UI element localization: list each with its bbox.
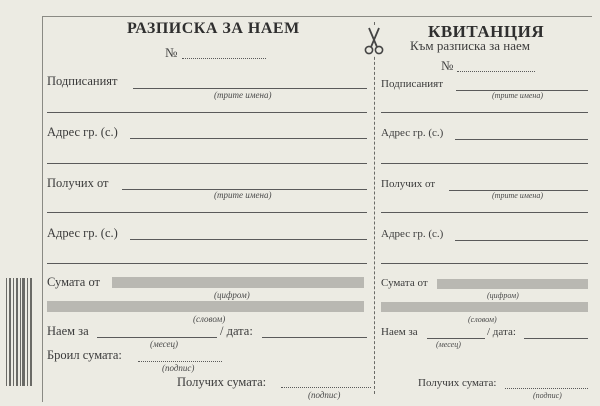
right-signed-field-2[interactable]	[381, 112, 588, 113]
right-words-caption: (словом)	[468, 315, 497, 324]
right-title: КВИТАНЦИЯ	[428, 22, 545, 41]
cut-line	[374, 22, 375, 394]
right-address-field-1b[interactable]	[381, 163, 588, 164]
left-month-caption: (месец)	[150, 339, 178, 349]
right-digits-caption: (цифром)	[487, 291, 519, 300]
left-received-signature-field[interactable]	[281, 387, 371, 388]
left-date-label: / дата:	[220, 324, 253, 338]
left-sum-words-field[interactable]	[47, 301, 364, 312]
left-rent-month-field[interactable]	[97, 337, 217, 338]
scissors-icon	[362, 26, 386, 56]
left-number-label: №	[165, 45, 178, 60]
left-received-from-label: Получих от	[47, 176, 109, 190]
right-sum-label: Сумата от	[381, 277, 428, 289]
left-signed-field[interactable]	[133, 88, 367, 89]
left-digits-caption: (цифром)	[214, 290, 250, 300]
right-address-label-2: Адрес гр. (с.)	[381, 228, 444, 240]
left-address-field-2b[interactable]	[47, 263, 367, 264]
right-date-label: / дата:	[487, 326, 516, 338]
left-address-label-2: Адрес гр. (с.)	[47, 226, 118, 240]
right-sum-digits-field[interactable]	[437, 279, 588, 289]
right-rent-month-field[interactable]	[427, 338, 485, 339]
left-names-caption-1: (трите имена)	[214, 90, 272, 100]
right-address-field-2[interactable]	[455, 240, 588, 241]
left-signature-caption-1: (подпис)	[162, 363, 195, 373]
right-address-field-1[interactable]	[455, 139, 588, 140]
left-address-field-2[interactable]	[130, 239, 367, 240]
left-address-field-1[interactable]	[130, 138, 367, 139]
left-address-label-1: Адрес гр. (с.)	[47, 125, 118, 139]
right-signed-label: Подписаният	[381, 78, 444, 90]
left-signed-field-2[interactable]	[47, 112, 367, 113]
right-received-sum-label: Получих сумата:	[418, 377, 497, 389]
barcode	[4, 278, 34, 386]
right-subtitle: Към разписка за наем	[410, 38, 530, 53]
right-address-label-1: Адрес гр. (с.)	[381, 127, 444, 139]
left-names-caption-2: (трите имена)	[214, 190, 272, 200]
left-number-field[interactable]	[182, 58, 266, 59]
left-received-sum-label: Получих сумата:	[177, 375, 267, 389]
left-date-field[interactable]	[262, 337, 367, 338]
right-names-caption-1: (трите имена)	[492, 91, 544, 100]
right-received-from-label: Получих от	[381, 178, 436, 190]
right-number-label: №	[441, 58, 454, 73]
right-received-from-field-2[interactable]	[381, 212, 588, 213]
left-sum-label: Сумата от	[47, 275, 100, 289]
right-signature-caption: (подпис)	[533, 391, 562, 400]
right-number-field[interactable]	[457, 71, 535, 72]
left-title: РАЗПИСКА ЗА НАЕМ	[127, 20, 300, 37]
left-signature-caption-2: (подпис)	[308, 390, 341, 400]
left-rent-for-label: Наем за	[47, 324, 89, 338]
left-sum-digits-field[interactable]	[112, 277, 364, 288]
left-received-from-field-2[interactable]	[47, 212, 367, 213]
left-counted-label: Броил сумата:	[47, 348, 122, 362]
left-words-caption: (словом)	[193, 314, 226, 324]
right-address-field-2b[interactable]	[381, 263, 588, 264]
left-counted-signature-field[interactable]	[138, 361, 222, 362]
right-names-caption-2: (трите имена)	[492, 191, 544, 200]
right-received-signature-field[interactable]	[505, 388, 588, 389]
left-address-field-1b[interactable]	[47, 163, 367, 164]
right-month-caption: (месец)	[436, 340, 461, 349]
left-signed-label: Подписаният	[47, 74, 118, 88]
form-border	[42, 16, 592, 402]
right-sum-words-field[interactable]	[381, 302, 588, 312]
right-rent-for-label: Наем за	[381, 326, 418, 338]
right-date-field[interactable]	[524, 338, 588, 339]
